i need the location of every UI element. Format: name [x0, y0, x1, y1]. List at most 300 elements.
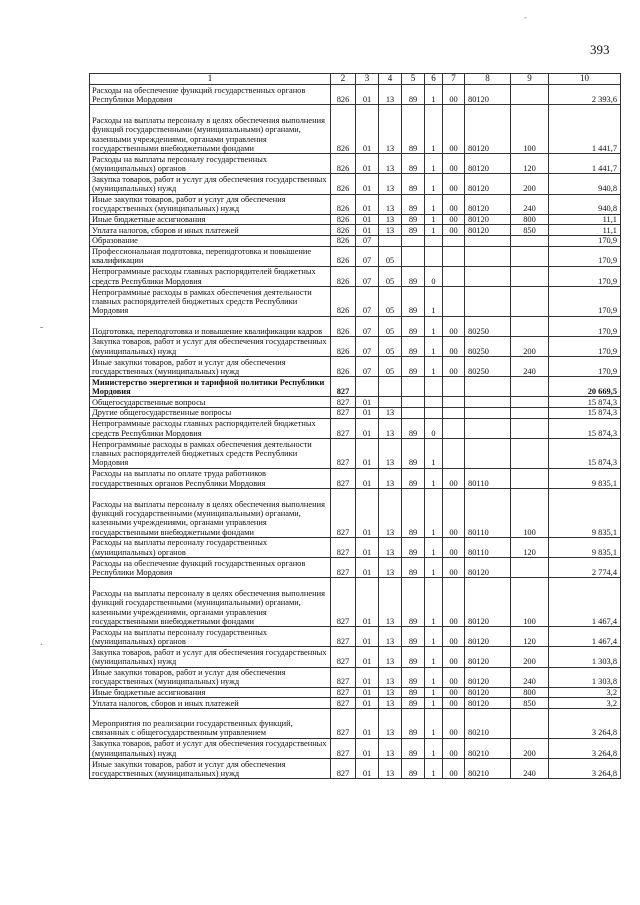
row-code-cell: 89	[402, 85, 425, 105]
row-amount-cell: 170,9	[549, 266, 621, 286]
row-code-cell: 1	[425, 105, 443, 154]
row-code-cell	[425, 408, 443, 419]
row-amount-cell: 170,9	[549, 246, 621, 266]
row-amount-cell: 3 264,8	[549, 758, 621, 778]
row-code-cell: 240	[511, 194, 549, 214]
row-code-cell	[443, 418, 465, 438]
row-code-cell: 800	[511, 687, 549, 698]
row-code-cell: 01	[356, 397, 379, 408]
row-name-cell: Расходы на выплаты персоналу в целях обеспечения выполнения функций государственными (муниципальными) органами, казенными учреждениями, органами управления государственными внебюджетными фондами	[90, 488, 331, 537]
row-code-cell: 13	[379, 418, 402, 438]
row-code-cell: 00	[443, 647, 465, 667]
row-code-cell: 827	[331, 578, 356, 627]
row-code-cell: 89	[402, 687, 425, 698]
row-code-cell: 0	[425, 266, 443, 286]
row-code-cell: 01	[356, 418, 379, 438]
table-row	[90, 105, 621, 154]
row-code-cell: 13	[379, 408, 402, 419]
row-code-cell: 1	[425, 558, 443, 578]
row-code-cell	[465, 235, 511, 246]
row-amount-cell: 170,9	[549, 316, 621, 336]
top-mark: -	[524, 12, 527, 22]
table-row	[90, 438, 621, 468]
row-code-cell: 00	[443, 627, 465, 647]
row-code-cell: 89	[402, 418, 425, 438]
row-code-cell: 89	[402, 667, 425, 687]
row-code-cell: 89	[402, 286, 425, 316]
row-code-cell: 00	[443, 194, 465, 214]
row-code-cell: 826	[331, 336, 356, 356]
table-row	[90, 687, 621, 698]
table-row	[90, 397, 621, 408]
row-code-cell: 13	[379, 627, 402, 647]
row-code-cell: 01	[356, 758, 379, 778]
row-name-cell: Расходы на выплаты персоналу государственных (муниципальных) органов	[90, 154, 331, 174]
row-name-cell: Закупка товаров, работ и услуг для обеспечения государственных (муниципальных) нужд	[90, 738, 331, 758]
row-amount-cell: 3 264,8	[549, 738, 621, 758]
row-name-cell: Непрограммные расходы главных распорядителей бюджетных средств Республики Мордовия	[90, 418, 331, 438]
row-code-cell: 89	[402, 468, 425, 488]
row-code-cell: 80210	[465, 708, 511, 738]
row-code-cell: 100	[511, 105, 549, 154]
row-code-cell: 120	[511, 537, 549, 557]
row-code-cell: 13	[379, 558, 402, 578]
column-header: 5	[402, 74, 425, 85]
row-code-cell: 05	[379, 286, 402, 316]
row-code-cell: 01	[356, 708, 379, 738]
row-code-cell	[465, 418, 511, 438]
row-code-cell: 00	[443, 85, 465, 105]
row-code-cell: 89	[402, 105, 425, 154]
row-name-cell: Иные закупки товаров, работ и услуг для обеспечения государственных (муниципальных) нужд	[90, 357, 331, 377]
row-code-cell	[465, 408, 511, 419]
row-code-cell: 89	[402, 758, 425, 778]
row-name-cell: Другие общегосударственные вопросы	[90, 408, 331, 419]
row-amount-cell: 9 835,1	[549, 468, 621, 488]
row-code-cell: 826	[331, 246, 356, 266]
row-amount-cell: 9 835,1	[549, 537, 621, 557]
row-code-cell: 01	[356, 105, 379, 154]
table-row	[90, 174, 621, 194]
row-code-cell: 1	[425, 357, 443, 377]
row-code-cell	[511, 418, 549, 438]
row-code-cell: 05	[379, 316, 402, 336]
row-code-cell: 01	[356, 214, 379, 225]
row-code-cell: 13	[379, 174, 402, 194]
table-row	[90, 627, 621, 647]
row-code-cell: 01	[356, 647, 379, 667]
row-name-cell: Закупка товаров, работ и услуг для обеспечения государственных (муниципальных) нужд	[90, 336, 331, 356]
row-code-cell: 80120	[465, 647, 511, 667]
row-code-cell: 00	[443, 708, 465, 738]
row-amount-cell: 170,9	[549, 286, 621, 316]
row-code-cell: 1	[425, 708, 443, 738]
row-code-cell: 13	[379, 738, 402, 758]
table-row	[90, 194, 621, 214]
row-code-cell: 00	[443, 336, 465, 356]
row-name-cell: Общегосударственные вопросы	[90, 397, 331, 408]
row-code-cell: 80120	[465, 627, 511, 647]
row-code-cell	[465, 397, 511, 408]
row-name-cell: Закупка товаров, работ и услуг для обеспечения государственных (муниципальных) нужд	[90, 647, 331, 667]
row-code-cell: 80120	[465, 154, 511, 174]
row-code-cell: 1	[425, 438, 443, 468]
row-code-cell: 826	[331, 235, 356, 246]
row-code-cell	[465, 246, 511, 266]
row-code-cell: 80120	[465, 225, 511, 236]
row-code-cell: 240	[511, 758, 549, 778]
row-code-cell: 1	[425, 336, 443, 356]
row-code-cell: 1	[425, 316, 443, 336]
row-code-cell: 89	[402, 336, 425, 356]
row-code-cell: 850	[511, 225, 549, 236]
row-code-cell: 07	[356, 246, 379, 266]
row-code-cell: 826	[331, 194, 356, 214]
table-row	[90, 488, 621, 537]
table-row	[90, 758, 621, 778]
row-code-cell: 89	[402, 698, 425, 709]
row-code-cell: 89	[402, 316, 425, 336]
row-code-cell: 80250	[465, 357, 511, 377]
row-code-cell: 1	[425, 537, 443, 557]
row-code-cell	[443, 235, 465, 246]
row-code-cell: 1	[425, 578, 443, 627]
row-code-cell	[511, 558, 549, 578]
row-code-cell: 89	[402, 488, 425, 537]
row-code-cell: 01	[356, 468, 379, 488]
row-code-cell	[511, 408, 549, 419]
row-code-cell: 01	[356, 85, 379, 105]
row-code-cell	[443, 266, 465, 286]
row-code-cell	[402, 397, 425, 408]
row-name-cell: Расходы на выплаты персоналу в целях обеспечения выполнения функций государственными (муниципальными) органами, казенными учреждениями, органами управления государственными внебюджетными фондами	[90, 105, 331, 154]
row-code-cell: 80110	[465, 488, 511, 537]
row-code-cell: 13	[379, 537, 402, 557]
row-code-cell: 1	[425, 627, 443, 647]
row-code-cell	[443, 377, 465, 397]
row-code-cell: 827	[331, 698, 356, 709]
row-amount-cell: 1 441,7	[549, 105, 621, 154]
row-code-cell: 200	[511, 647, 549, 667]
row-amount-cell: 11,1	[549, 214, 621, 225]
row-code-cell: 827	[331, 438, 356, 468]
row-code-cell: 13	[379, 488, 402, 537]
row-amount-cell: 3 264,8	[549, 708, 621, 738]
row-amount-cell: 1 303,8	[549, 667, 621, 687]
row-name-cell: Расходы на выплаты по оплате труда работников государственных органов Республики Мордовия	[90, 468, 331, 488]
row-code-cell: 827	[331, 468, 356, 488]
row-code-cell: 13	[379, 667, 402, 687]
row-code-cell: 827	[331, 397, 356, 408]
row-code-cell: 80120	[465, 558, 511, 578]
row-code-cell	[511, 397, 549, 408]
row-code-cell: 13	[379, 85, 402, 105]
row-code-cell: 200	[511, 336, 549, 356]
row-code-cell: 826	[331, 85, 356, 105]
row-amount-cell: 3,2	[549, 687, 621, 698]
row-code-cell: 07	[356, 286, 379, 316]
row-name-cell: Иные бюджетные ассигнования	[90, 214, 331, 225]
row-code-cell: 01	[356, 558, 379, 578]
margin-mark: -	[40, 322, 44, 333]
row-code-cell: 89	[402, 214, 425, 225]
row-amount-cell: 1 467,4	[549, 627, 621, 647]
row-code-cell	[511, 85, 549, 105]
row-code-cell: 1	[425, 667, 443, 687]
row-amount-cell: 170,9	[549, 336, 621, 356]
row-code-cell: 00	[443, 174, 465, 194]
row-name-cell: Расходы на выплаты персоналу государственных (муниципальных) органов	[90, 537, 331, 557]
row-code-cell: 13	[379, 194, 402, 214]
row-code-cell: 100	[511, 578, 549, 627]
row-amount-cell: 1 441,7	[549, 154, 621, 174]
row-code-cell	[443, 286, 465, 316]
row-code-cell	[402, 408, 425, 419]
table-row	[90, 578, 621, 627]
row-code-cell: 1	[425, 225, 443, 236]
table-row	[90, 468, 621, 488]
column-header: 9	[511, 74, 549, 85]
row-code-cell	[425, 397, 443, 408]
row-code-cell: 80120	[465, 578, 511, 627]
row-code-cell: 07	[356, 336, 379, 356]
row-code-cell: 827	[331, 687, 356, 698]
row-code-cell: 827	[331, 627, 356, 647]
row-name-cell: Непрограммные расходы в рамках обеспечения деятельности главных распорядителей бюджетных средств Республики Мордовия	[90, 438, 331, 468]
row-code-cell: 01	[356, 687, 379, 698]
row-code-cell: 827	[331, 667, 356, 687]
row-code-cell: 200	[511, 174, 549, 194]
row-code-cell: 07	[356, 316, 379, 336]
row-code-cell: 80210	[465, 738, 511, 758]
row-code-cell: 01	[356, 154, 379, 174]
row-code-cell: 200	[511, 738, 549, 758]
row-code-cell: 827	[331, 738, 356, 758]
row-code-cell: 80110	[465, 537, 511, 557]
row-code-cell: 13	[379, 214, 402, 225]
row-code-cell: 826	[331, 174, 356, 194]
row-code-cell: 00	[443, 225, 465, 236]
column-header: 4	[379, 74, 402, 85]
row-code-cell: 05	[379, 336, 402, 356]
row-code-cell: 1	[425, 174, 443, 194]
row-code-cell	[511, 246, 549, 266]
row-code-cell: 1	[425, 85, 443, 105]
table-row	[90, 266, 621, 286]
row-name-cell: Непрограммные расходы в рамках обеспечения деятельности главных распорядителей бюджетных средств Республики Мордовия	[90, 286, 331, 316]
row-code-cell: 89	[402, 357, 425, 377]
row-code-cell: 13	[379, 647, 402, 667]
column-header: 10	[549, 74, 621, 85]
row-code-cell	[443, 408, 465, 419]
row-amount-cell: 1 467,4	[549, 578, 621, 627]
row-code-cell: 13	[379, 758, 402, 778]
row-name-cell: Расходы на обеспечение функций государственных органов Республики Мордовия	[90, 558, 331, 578]
row-name-cell: Закупка товаров, работ и услуг для обеспечения государственных (муниципальных) нужд	[90, 174, 331, 194]
table-row	[90, 698, 621, 709]
column-header: 2	[331, 74, 356, 85]
row-code-cell: 1	[425, 758, 443, 778]
row-code-cell: 826	[331, 105, 356, 154]
row-code-cell	[465, 266, 511, 286]
column-header: 3	[356, 74, 379, 85]
row-amount-cell: 940,8	[549, 174, 621, 194]
table-row	[90, 647, 621, 667]
row-code-cell: 827	[331, 708, 356, 738]
table-row	[90, 336, 621, 356]
row-code-cell: 1	[425, 154, 443, 174]
row-code-cell: 827	[331, 377, 356, 397]
row-code-cell: 89	[402, 154, 425, 174]
row-name-cell: Уплата налогов, сборов и иных платежей	[90, 698, 331, 709]
row-code-cell: 80120	[465, 698, 511, 709]
row-code-cell	[402, 246, 425, 266]
row-name-cell: Непрограммные расходы главных распорядителей бюджетных средств Республики Мордовия	[90, 266, 331, 286]
row-code-cell: 13	[379, 578, 402, 627]
table-row	[90, 708, 621, 738]
row-code-cell: 80120	[465, 667, 511, 687]
row-code-cell	[402, 235, 425, 246]
row-code-cell: 80120	[465, 194, 511, 214]
page-number: 393	[590, 42, 610, 57]
row-code-cell: 00	[443, 698, 465, 709]
row-amount-cell: 11,1	[549, 225, 621, 236]
table-row	[90, 537, 621, 557]
table-row	[90, 154, 621, 174]
row-code-cell: 07	[356, 266, 379, 286]
row-code-cell: 13	[379, 154, 402, 174]
row-code-cell: 00	[443, 758, 465, 778]
row-code-cell: 80250	[465, 316, 511, 336]
row-code-cell: 827	[331, 758, 356, 778]
row-code-cell: 240	[511, 667, 549, 687]
row-name-cell: Иные закупки товаров, работ и услуг для обеспечения государственных (муниципальных) нужд	[90, 194, 331, 214]
row-code-cell: 826	[331, 225, 356, 236]
row-code-cell: 80120	[465, 174, 511, 194]
row-name-cell: Министерство энергетики и тарифной политики Республики Мордовия	[90, 377, 331, 397]
row-code-cell: 00	[443, 558, 465, 578]
row-code-cell	[465, 438, 511, 468]
row-code-cell	[425, 235, 443, 246]
table-row	[90, 667, 621, 687]
row-code-cell: 13	[379, 468, 402, 488]
row-code-cell: 827	[331, 488, 356, 537]
row-code-cell	[379, 377, 402, 397]
row-code-cell: 89	[402, 578, 425, 627]
row-amount-cell: 9 835,1	[549, 488, 621, 537]
table-row	[90, 246, 621, 266]
table-row	[90, 558, 621, 578]
row-code-cell: 827	[331, 418, 356, 438]
row-code-cell: 826	[331, 214, 356, 225]
row-code-cell: 89	[402, 647, 425, 667]
row-code-cell: 80250	[465, 336, 511, 356]
table-row	[90, 408, 621, 419]
row-code-cell: 00	[443, 667, 465, 687]
row-name-cell: Образование	[90, 235, 331, 246]
row-code-cell: 01	[356, 738, 379, 758]
row-code-cell: 89	[402, 537, 425, 557]
row-code-cell: 05	[379, 266, 402, 286]
column-header: 1	[90, 74, 331, 85]
row-code-cell: 0	[425, 418, 443, 438]
row-amount-cell: 15 874,3	[549, 438, 621, 468]
row-code-cell	[465, 377, 511, 397]
row-name-cell: Подготовка, переподготовка и повышение квалификации кадров	[90, 316, 331, 336]
row-code-cell: 00	[443, 316, 465, 336]
row-code-cell: 827	[331, 408, 356, 419]
row-code-cell: 80110	[465, 468, 511, 488]
row-code-cell	[511, 286, 549, 316]
table-row	[90, 286, 621, 316]
row-code-cell: 13	[379, 438, 402, 468]
row-code-cell: 07	[356, 357, 379, 377]
row-name-cell: Иные закупки товаров, работ и услуг для обеспечения государственных (муниципальных) нужд	[90, 667, 331, 687]
row-name-cell: Расходы на выплаты персоналу государственных (муниципальных) органов	[90, 627, 331, 647]
table-row	[90, 214, 621, 225]
row-code-cell: 89	[402, 558, 425, 578]
row-code-cell	[356, 377, 379, 397]
row-code-cell: 01	[356, 438, 379, 468]
row-amount-cell: 3,2	[549, 698, 621, 709]
row-code-cell: 1	[425, 286, 443, 316]
row-code-cell	[425, 246, 443, 266]
row-code-cell: 1	[425, 687, 443, 698]
row-code-cell	[443, 438, 465, 468]
row-name-cell: Профессиональная подготовка, переподготовка и повышение квалификации	[90, 246, 331, 266]
table-row	[90, 418, 621, 438]
row-code-cell: 850	[511, 698, 549, 709]
row-code-cell: 13	[379, 105, 402, 154]
row-code-cell: 1	[425, 647, 443, 667]
row-amount-cell: 15 874,3	[549, 408, 621, 419]
row-code-cell: 826	[331, 286, 356, 316]
row-code-cell: 89	[402, 266, 425, 286]
row-code-cell: 01	[356, 488, 379, 537]
row-code-cell	[443, 246, 465, 266]
table-header-row	[90, 74, 621, 85]
row-code-cell: 89	[402, 194, 425, 214]
row-code-cell: 240	[511, 357, 549, 377]
row-code-cell: 1	[425, 194, 443, 214]
row-code-cell: 120	[511, 154, 549, 174]
row-code-cell: 800	[511, 214, 549, 225]
row-code-cell	[511, 438, 549, 468]
row-code-cell	[465, 286, 511, 316]
row-code-cell: 00	[443, 578, 465, 627]
row-amount-cell: 1 303,8	[549, 647, 621, 667]
row-code-cell: 00	[443, 738, 465, 758]
row-code-cell	[511, 708, 549, 738]
table-row	[90, 377, 621, 397]
row-code-cell: 826	[331, 154, 356, 174]
row-code-cell: 00	[443, 214, 465, 225]
row-amount-cell: 170,9	[549, 357, 621, 377]
table-row	[90, 225, 621, 236]
row-code-cell	[443, 397, 465, 408]
row-code-cell: 826	[331, 266, 356, 286]
row-code-cell: 1	[425, 468, 443, 488]
row-code-cell: 89	[402, 627, 425, 647]
row-code-cell: 100	[511, 488, 549, 537]
row-code-cell: 80120	[465, 85, 511, 105]
row-code-cell	[402, 377, 425, 397]
row-amount-cell: 940,8	[549, 194, 621, 214]
row-amount-cell: 170,9	[549, 235, 621, 246]
row-code-cell: 00	[443, 468, 465, 488]
row-code-cell: 827	[331, 558, 356, 578]
row-code-cell: 05	[379, 246, 402, 266]
